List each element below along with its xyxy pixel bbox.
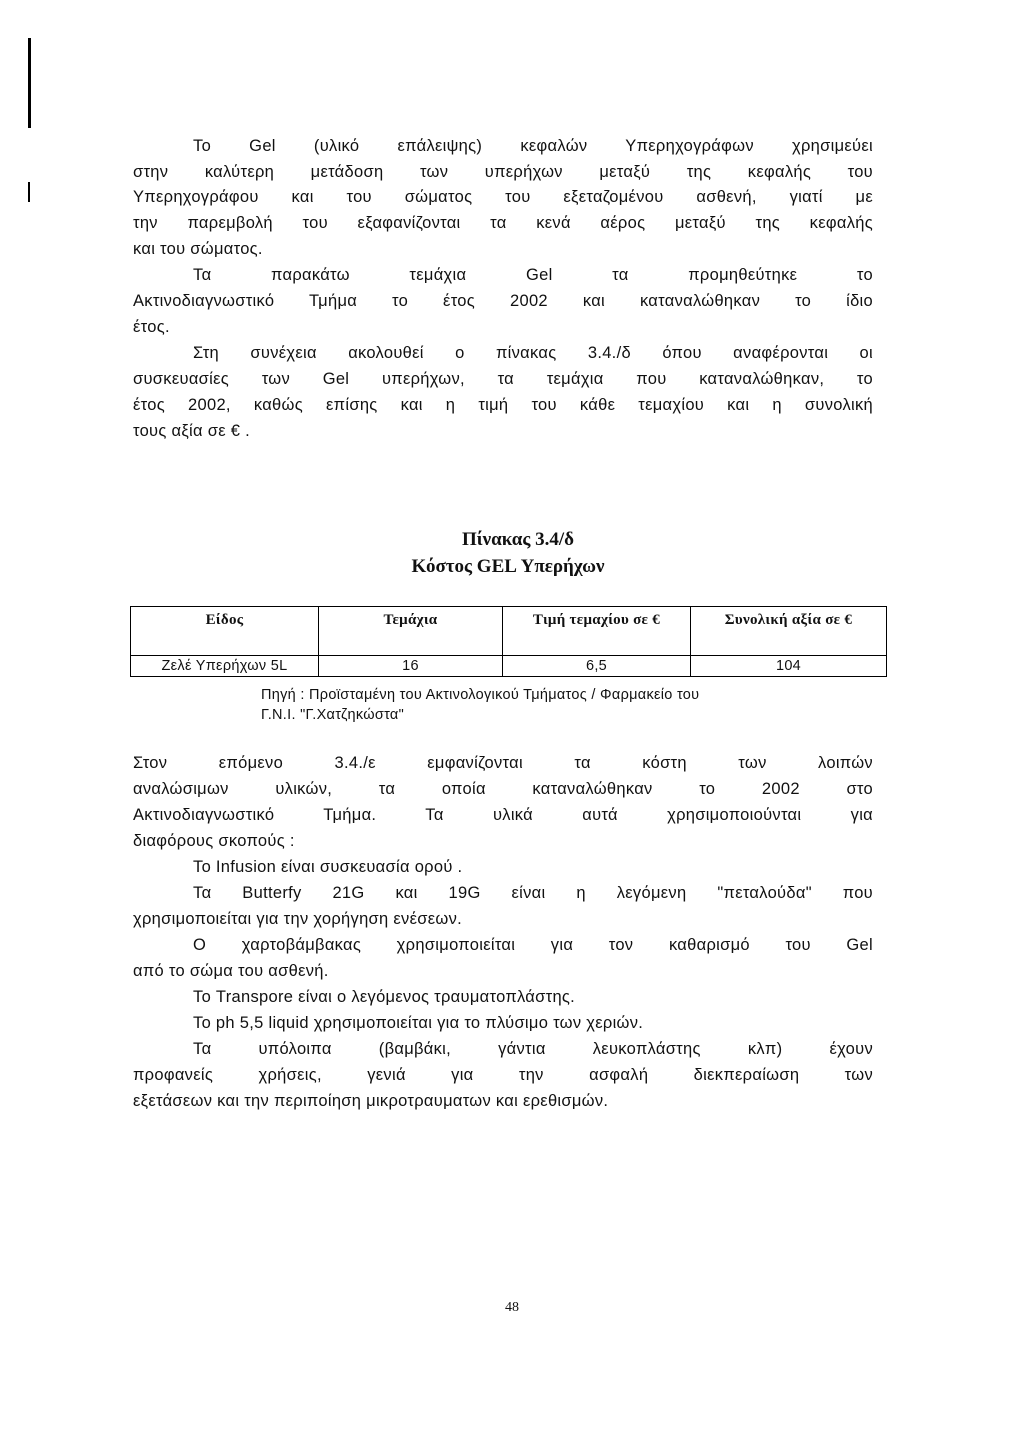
item-infusion: Το Infusion είναι συσκευασία ορού . [193, 858, 463, 876]
paragraph-3-line-4: τους αξία σε € . [133, 422, 251, 440]
header-pieces: Τεμάχια [319, 607, 503, 656]
paragraph-1-line-4: την παρεμβολή του εξαφανίζονται τα κενά αέρος μεταξύ της κεφαλής [133, 214, 873, 232]
item-butterfly-line-2: χρησιμοποιείται για την χορήγηση ενέσεων. [133, 910, 463, 928]
paragraph-2-line-1: Τα παρακάτω τεμάχια Gel τα προμηθεύτηκε το [193, 266, 873, 284]
scan-edge-mark-bottom [28, 182, 30, 202]
header-item: Είδος [131, 607, 319, 656]
paragraph-4-line-4: διαφόρους σκοπούς : [133, 832, 295, 850]
paragraph-4-line-2: αναλώσιμων υλικών, τα οποία καταναλώθηκαν το 2002 στο [133, 780, 873, 798]
table-source-line-1: Πηγή : Προϊσταμένη του Ακτινολογικού Τμήματος / Φαρμακείο του [261, 687, 700, 703]
table-source-line-2: Γ.Ν.Ι. "Γ.Χατζηκώστα" [261, 707, 405, 723]
cell-unit-price: 6,5 [503, 656, 691, 677]
paragraph-1-line-5: και του σώματος. [133, 240, 263, 258]
paragraph-1-line-2: στην καλύτερη μετάδοση των υπερήχων μεταξύ της κεφαλής του [133, 163, 873, 181]
item-butterfly-line-1: Τα Butterfy 21G και 19G είναι η λεγόμενη "πεταλούδα" που [193, 884, 873, 902]
paragraph-3-line-1: Στη συνέχεια ακολουθεί ο πίνακας 3.4./δ όπου αναφέρονται οι [193, 344, 873, 362]
table-caption-title: Κόστος GEL Υπερήχων [411, 556, 605, 577]
item-ph-liquid: Το ph 5,5 liquid χρησιμοποιείται για το πλύσιμο των χεριών. [193, 1014, 644, 1032]
item-cotton-line-1: Ο χαρτοβάμβακας χρησιμοποιείται για τον καθαρισμό του Gel [193, 936, 873, 954]
table-row [131, 656, 887, 677]
paragraph-3-line-2: συσκευασίες των Gel υπερήχων, τα τεμάχια που καταναλώθηκαν, το [133, 370, 873, 388]
paragraph-4-line-3: Ακτινοδιαγνωστικό Τμήμα. Τα υλικά αυτά χρησιμοποιούνται για [133, 806, 873, 824]
table-caption-number: Πίνακας 3.4/δ [461, 529, 575, 550]
header-total-value: Συνολική αξία σε € [691, 607, 887, 656]
item-cotton-line-2: από το σώμα του ασθενή. [133, 962, 329, 980]
item-other-line-2: προφανείς χρήσεις, γενιά για την ασφαλή διεκπεραίωση των [133, 1066, 873, 1084]
item-other-line-1: Τα υπόλοιπα (βαμβάκι, γάντια λευκοπλάστης κλπ) έχουν [193, 1040, 873, 1058]
paragraph-2-line-3: έτος. [133, 318, 170, 336]
gel-cost-table [130, 606, 887, 677]
paragraph-1-line-3: Υπερηχογράφου και του σώματος του εξεταζομένου ασθενή, γιατί με [133, 188, 873, 206]
paragraph-3-line-3: έτος 2002, καθώς επίσης και η τιμή του κάθε τεμαχίου και η συνολική [133, 396, 873, 414]
cell-item: Ζελέ Υπερήχων 5L [131, 656, 319, 677]
item-other-line-3: εξετάσεων και την περιποίηση μικροτραυματων και ερεθισμών. [133, 1092, 609, 1110]
cell-pieces: 16 [319, 656, 503, 677]
scan-edge-mark-top [28, 38, 31, 128]
paragraph-1-line-1: Το Gel (υλικό επάλειψης) κεφαλών Υπερηχογράφων χρησιμεύει [193, 137, 873, 155]
paragraph-2-line-2: Ακτινοδιαγνωστικό Τμήμα το έτος 2002 και καταναλώθηκαν το ίδιο [133, 292, 873, 310]
page-number: 48 [505, 1300, 519, 1315]
paragraph-4-line-1: Στον επόμενο 3.4./ε εμφανίζονται τα κόστη των λοιπών [133, 754, 873, 772]
table-header-row [131, 607, 887, 656]
item-transpore: Το Transpore είναι ο λεγόμενος τραυματοπλάστης. [193, 988, 576, 1006]
header-unit-price: Τιμή τεμαχίου σε € [503, 607, 691, 656]
cell-total-value: 104 [691, 656, 887, 677]
